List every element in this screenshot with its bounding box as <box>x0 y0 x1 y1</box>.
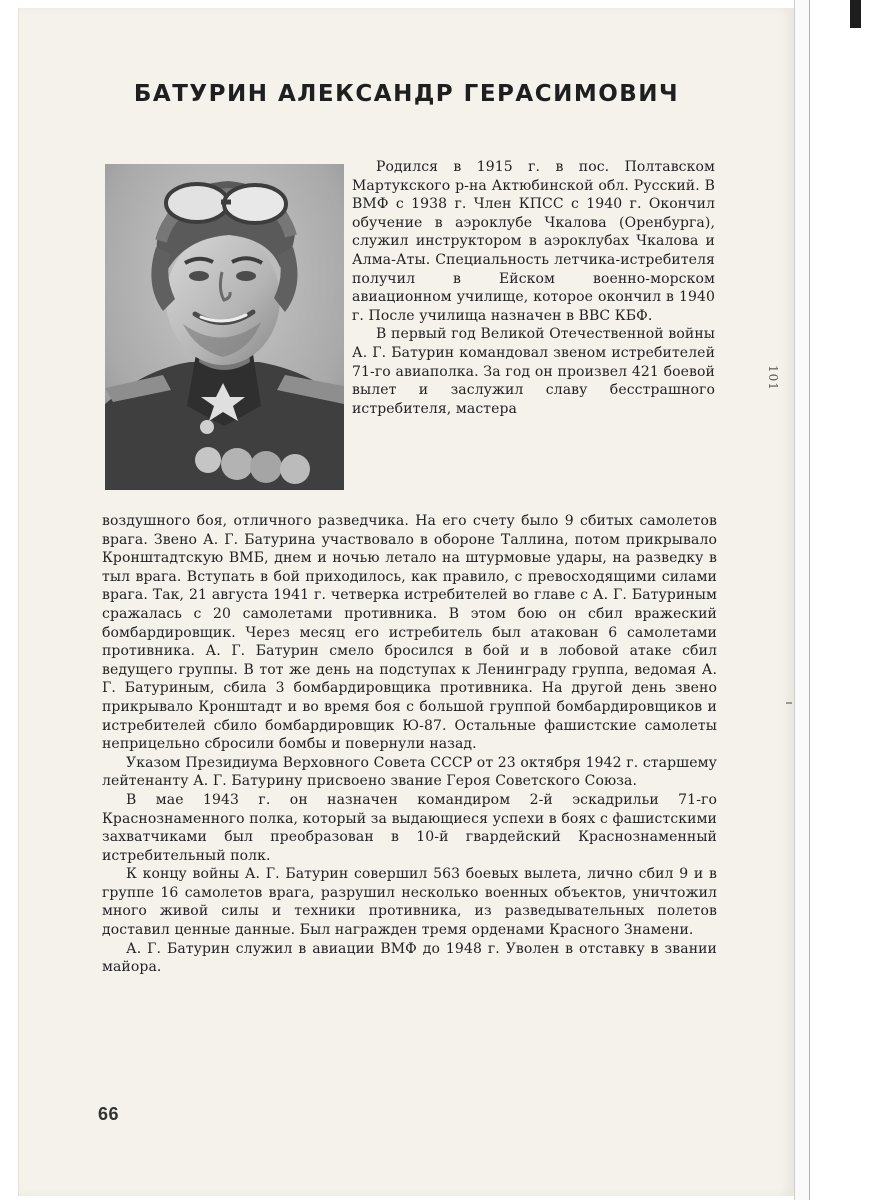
page-title: БАТУРИН АЛЕКСАНДР ГЕРАСИМОВИЧ <box>133 81 680 107</box>
biography-paragraph-2-start: В первый год Великой Отечественной войны А. Г. Батурин командовал звеном истребителей 71-го авиаполка. За год он произвел 421 боевой вылет и заслужил славу бесстрашного истребителя, мастера <box>352 326 715 417</box>
biography-paragraph-2-end: воздушного боя, отличного разведчика. На его счету было 9 сбитых самолетов врага. Звено А. Г. Батурина участвовало в обороне Таллина, потом прикрывало Кронштадтскую ВМБ, днем и ночью летало на штурмовые удары, на разведку в тыл врага. Вступать в бой приходилось, как правило, с превосходящими силами врага. Так, 21 августа 1941 г. четверка истребителей во главе с А. Г. Батуриным сражалась с 20 самолетами противника. В этом бою он сбил вражеский бомбардировщик. Через месяц его истребитель был атакован 6 самолетами противника. А. Г. Батурин смело бросился в бой и в лобовой атаке сбил ведущего группы. В тот же день на подступах к Ленинграду группа, ведомая А. Г. Батуриным, сбила 3 бомбардировщика противника. На другой день звено прикрывало Кронштадт и во время боя с большой группой бомбардировщиков и истребителей сбило бомбардировщик Ю-87. Остальные фашистские самолеты неприцельно сбросили бомбы и повернули назад. <box>102 513 717 753</box>
scan-border-mark <box>850 0 861 28</box>
first-column-text <box>352 158 715 418</box>
page-edge-tick <box>786 702 792 704</box>
biography-paragraph-4: В мае 1943 г. он назначен командиром 2-й эскадрильи 71-го Краснознаменного полка, который за выдающиеся успехи в боях с фашистскими захватчиками был преобразован в 10-й гвардейский Краснознаменный истребительный полк. <box>102 791 717 864</box>
margin-number: 101 <box>766 365 780 391</box>
biography-paragraph-1: Родился в 1915 г. в пос. Полтавском Мартукского р-на Актюбинской обл. Русский. В ВМФ с 1938 г. Член КПСС с 1940 г. Окончил обучение в аэроклубе Чкалова (Оренбурга), служил инструктором в аэроклубах Чкалова и Алма-Аты. Специальность летчика-истребителя получил в Ейском военно-морском авиационном училище, которое окончил в 1940 г. После училища назначен в ВВС КБФ. <box>352 159 715 324</box>
biography-paragraph-5: К концу войны А. Г. Батурин совершил 563 боевых вылета, лично сбил 9 и в группе 16 самолетов врага, разрушил несколько военных объектов, уничтожил много живой силы и техники противника, из разведывательных полетов доставил ценные данные. Был награжден тремя орденами Красного Знамени. <box>102 866 717 939</box>
portrait-illustration <box>105 164 344 490</box>
main-text-column <box>102 512 717 977</box>
next-page-edge <box>794 0 810 1200</box>
biography-paragraph-6: А. Г. Батурин служил в авиации ВМФ до 1948 г. Уволен в отставку в звании майора. <box>102 940 717 976</box>
page-number: 66 <box>98 1104 120 1124</box>
portrait-photo <box>105 164 344 490</box>
biography-paragraph-3: Указом Президиума Верховного Совета СССР от 23 октября 1942 г. старшему лейтенанту А. Г. Батурину присвоено звание Героя Советского Союза. <box>102 754 717 790</box>
